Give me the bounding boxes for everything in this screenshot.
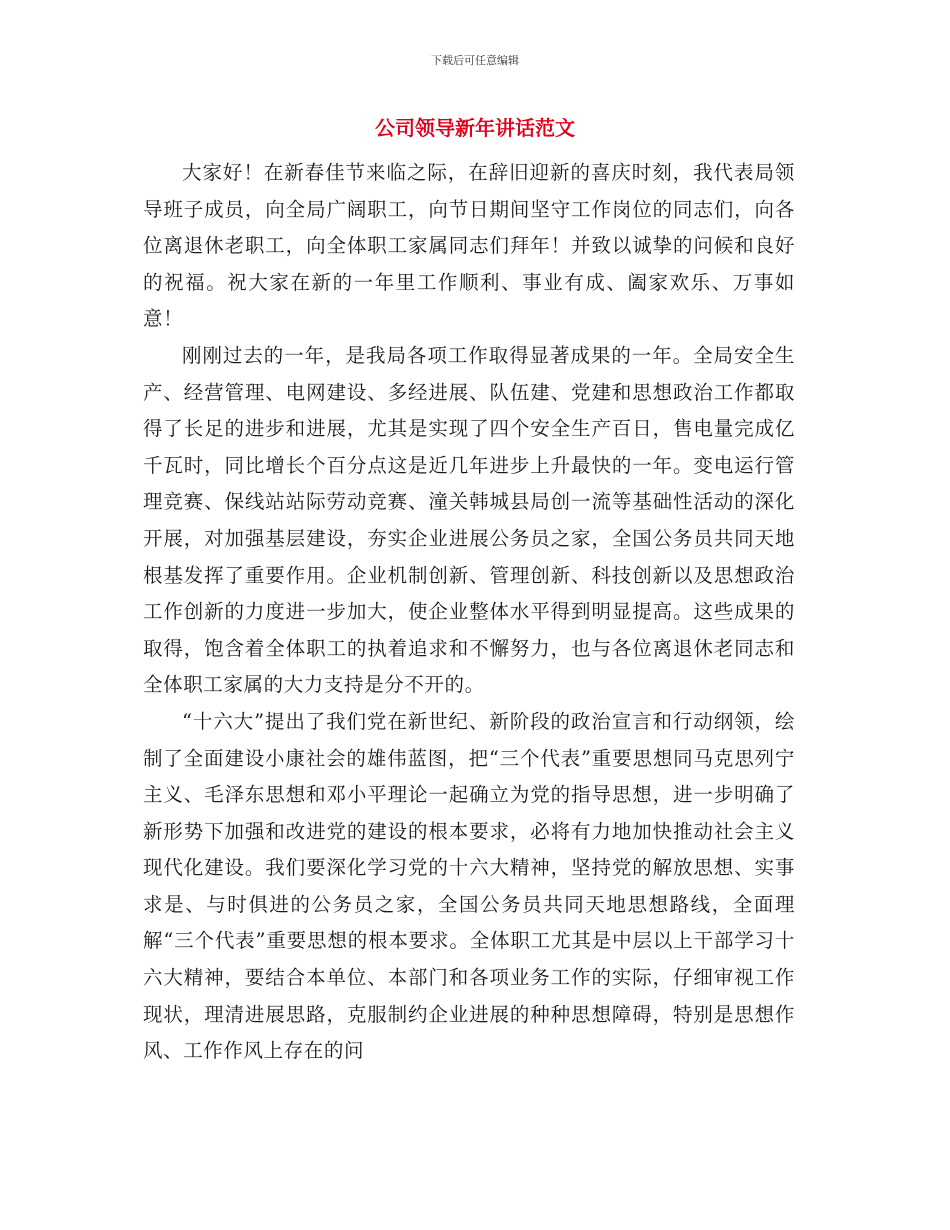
header-note: 下载后可任意编辑 xyxy=(431,54,519,67)
document-title: 公司领导新年讲话范文 xyxy=(375,116,575,140)
paragraph-achievements: 刚刚过去的一年，是我局各项工作取得显著成果的一年。全局安全生产、经营管理、电网建设、多经进展、队伍建、党建和思想政治工作都取得了长足的进步和进展，尤其是实现了四个安全生产百日，售电量完成亿千瓦时，同比增长个百分点这是近几年进步上升最快的一年。变电运行管理竞赛、保线站站际劳动竞赛、潼关韩城县局创一流等基础性活动的深化开展，对加强基层建设，夯实企业进展公务员之家，全国公务员共同天地根基发挥了重要作用。企业机制创新、管理创新、科技创新以及思想政治工作创新的力度进一步加大，使企业整体水平得到明显提高。这些成果的取得，饱含着全体职工的执着追求和不懈努力，也与各位离退休老同志和全体职工家属的大力支持是分不开的。 xyxy=(143,343,795,697)
document-body xyxy=(143,155,795,1070)
paragraph-sixteenth-congress: “十六大”提出了我们党在新世纪、新阶段的政治宣言和行动纲领，绘制了全面建设小康社会的雄伟蓝图，把“三个代表”重要思想同马克思列宁主义、毛泽东思想和邓小平理论一起确立为党的指导思想，进一步明确了新形势下加强和改进党的建设的根本要求，必将有力地加快推动社会主义现代化建设。我们要深化学习党的十六大精神，坚持党的解放思想、实事求是、与时俱进的公务员之家，全国公务员共同天地思想路线，全面理解“三个代表”重要思想的根本要求。全体职工尤其是中层以上干部学习十六大精神，要结合本单位、本部门和各项业务工作的实际，仔细审视工作现状，理清进展思路，克服制约企业进展的种种思想障碍，特别是思想作风、工作作风上存在的问 xyxy=(143,709,795,1063)
paragraph-greeting: 大家好！在新春佳节来临之际，在辞旧迎新的喜庆时刻，我代表局领导班子成员，向全局广阔职工，向节日期间坚守工作岗位的同志们，向各位离退休老职工，向全体职工家属同志们拜年！并致以诚挚的问候和良好的祝福。祝大家在新的一年里工作顺利、事业有成、阖家欢乐、万事如意！ xyxy=(143,161,795,331)
